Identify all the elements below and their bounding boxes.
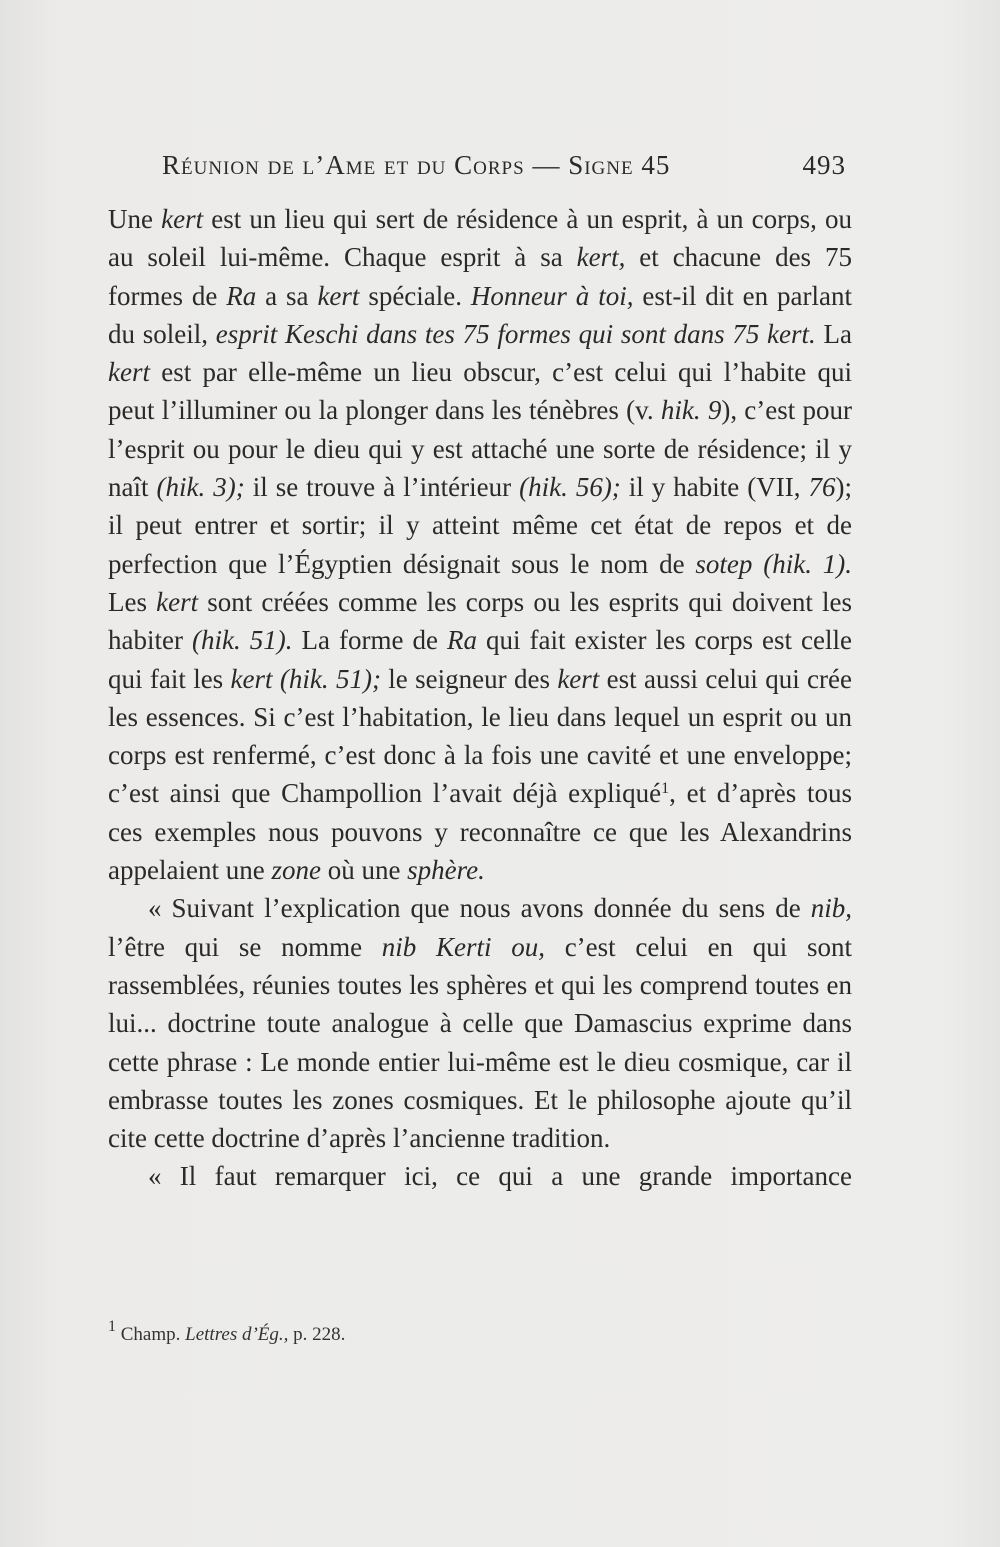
text-span: , et d’après tous ces exemples nous pouvons y reconnaître ce que les Alexandrins appelaient une (108, 778, 852, 886)
running-header (162, 150, 846, 181)
italic-span: kert (156, 586, 199, 617)
text-span: Les (108, 586, 157, 617)
text-span: p. 228. (288, 1324, 346, 1345)
text-span: qui fait exister les corps est celle qui fait les (108, 625, 853, 694)
text-span: il se trouve à l’intérieur (244, 472, 520, 503)
text-span: ); il peut entrer et sortir; il y atteint même cet état de repos et de perfection que l’Égyptien désignait sous le nom de (108, 472, 852, 579)
italic-span: Ra (447, 625, 477, 656)
footnote (108, 1318, 852, 1346)
italic-span: Honneur à toi, (470, 280, 634, 311)
italic-span: (hik. 56); (519, 472, 621, 503)
text-span: et chacune des 75 formes de (108, 242, 852, 311)
italic-span: kert (557, 663, 600, 694)
text-span: ), c’est pour l’esprit ou pour le dieu qui y est attaché une sorte de résidence; il y naît (108, 395, 852, 503)
text-span: est un lieu qui sert de résidence à un esprit, à un corps, ou au soleil lui-même. Chaque esprit à sa (108, 204, 853, 273)
body-text (108, 200, 852, 1196)
page-number: 493 (802, 150, 846, 180)
italic-span: nib, (810, 893, 852, 924)
italic-span: kert (161, 204, 204, 234)
italic-span: kert, (576, 242, 626, 273)
paragraph (108, 889, 852, 1157)
text-span: est par elle-même un lieu obscur, c’est celui qui l’habite qui peut l’illuminer ou la plonger dans les ténèbres (v. (108, 357, 852, 426)
italic-span: hik. 9 (660, 395, 722, 426)
paragraph (108, 1157, 852, 1195)
italic-span: zone (271, 855, 321, 886)
text-span: La forme de (292, 625, 447, 656)
text-span: l’être qui se nomme (108, 931, 382, 962)
text-span: le seigneur des (380, 663, 558, 694)
text-span: « Il faut remarquer ici, ce qui a une grande importance (148, 1161, 852, 1192)
text-span: c’est celui en qui sont rassemblées, réunies toutes les sphères et qui les comprend toutes en lui... doctrine toute analogue à celle que Damascius exprime dans cette phrase : Le monde entier lui-même est le dieu cosmique, car il embrasse toutes les zones cosmiques. Et le philosophe ajoute qu’il cite cette doctrine d’après l’ancienne tradition. (108, 931, 852, 1154)
paragraph (108, 200, 852, 889)
italic-span: kert (hik. 51); (230, 663, 381, 694)
text-span: Champ. (116, 1324, 186, 1345)
italic-span: Lettres d’Ég., (185, 1324, 289, 1345)
text-span: Une (108, 204, 162, 234)
text-span: « Suivant l’explication que nous avons donnée du sens de (148, 893, 811, 924)
italic-span: kert (317, 280, 360, 311)
footnote-marker: 1 (108, 1318, 116, 1335)
text-span: a sa (256, 280, 318, 311)
italic-span: kert (108, 357, 150, 388)
text-span: où une (320, 855, 408, 886)
text-span: il y habite (VII, (620, 472, 809, 503)
text-span: est-il dit en parlant du soleil, (108, 280, 852, 349)
footnote-text (116, 1324, 345, 1345)
running-title: Réunion de l’Ame et du Corps — Signe 45 (162, 150, 671, 180)
italic-span: (hik. 51). (191, 625, 293, 656)
italic-span: Ra (226, 280, 257, 311)
italic-span: esprit Keschi dans tes 75 formes qui sont dans 75 kert. (215, 318, 816, 349)
text-span: est aussi celui qui crée les essences. Si c’est l’habitation, le lieu dans lequel un esprit ou un corps est renfermé, c’est donc à la fois une cavité et une enveloppe; c’est ainsi que Champollion l’avait déjà expliqué (108, 663, 852, 809)
italic-span: 76 (808, 472, 836, 503)
italic-span: sphère. (407, 855, 485, 886)
footnote-ref: 1 (661, 780, 670, 798)
text-span: La (815, 318, 852, 349)
text-span: sont créées comme les corps ou les esprits qui doivent les habiter (108, 586, 852, 656)
italic-span: nib Kerti ou, (381, 931, 545, 962)
italic-span: (hik. 3); (156, 472, 245, 503)
text-span: spéciale. (359, 280, 471, 311)
italic-span: sotep (hik. 1). (695, 548, 853, 579)
